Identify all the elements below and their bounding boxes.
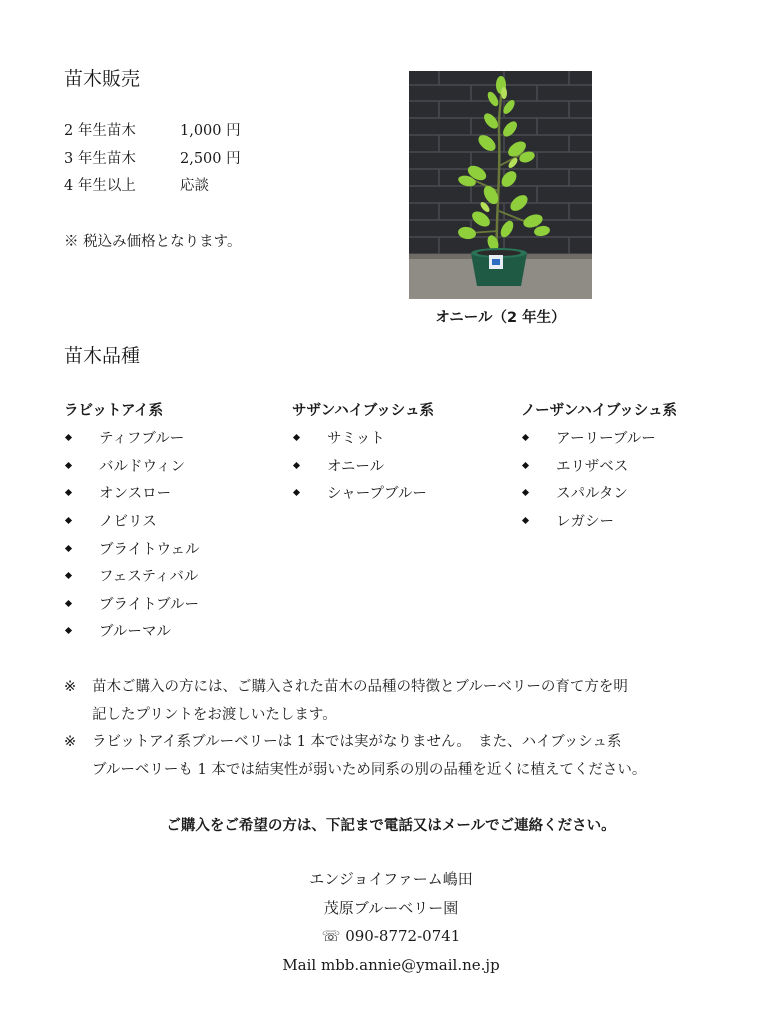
variety-group-title: ノーザンハイブッシュ系 xyxy=(521,403,678,419)
variety-item: エリザベス xyxy=(521,452,741,480)
price-list xyxy=(64,118,241,201)
bullet-diamond-icon xyxy=(522,462,529,469)
bullet-diamond-icon xyxy=(522,517,529,524)
seedling-photo xyxy=(409,71,592,299)
bullet-diamond-icon xyxy=(522,434,529,441)
price-label: 3 年生苗木 xyxy=(64,150,136,167)
bullet-diamond-icon xyxy=(65,627,72,634)
variety-item: サミット xyxy=(292,424,512,452)
note-line: ラビットアイ系ブルーベリーは 1 本では実がなりません。 また、ハイブッシュ系 xyxy=(92,734,622,750)
bullet-diamond-icon xyxy=(65,462,72,469)
bullet-diamond-icon xyxy=(293,489,300,496)
price-row xyxy=(64,173,241,201)
price-value: 1,000 円 xyxy=(180,123,241,139)
variety-item: ノビリス xyxy=(64,507,284,535)
tax-note: ※ 税込み価格となります。 xyxy=(64,234,242,250)
note-line: ブルーベリーも 1 本では結実性が弱いため同系の別の品種を近くに植えてください。 xyxy=(92,761,647,778)
varieties-heading: 苗木品種 xyxy=(64,345,141,367)
variety-item: ブライトブルー xyxy=(64,590,284,618)
variety-item: シャープブルー xyxy=(292,479,512,507)
price-label: 4 年生以上 xyxy=(64,178,136,194)
variety-group-title: ラビットアイ系 xyxy=(64,403,164,419)
variety-group-rabbiteye xyxy=(64,399,284,645)
price-value: 応談 xyxy=(180,178,209,194)
bullet-diamond-icon xyxy=(65,600,72,607)
phone-line[interactable] xyxy=(0,922,782,951)
variety-item: フェスティバル xyxy=(64,562,284,590)
variety-group-southern xyxy=(292,399,512,507)
variety-item: バルドウィン xyxy=(64,452,284,480)
note-line: 苗木ご購入の方には、ご購入された苗木の品種の特徴とブルーベリーの育て方を明 xyxy=(92,679,628,695)
variety-item: オニール xyxy=(292,452,512,480)
variety-item: ブライトウェル xyxy=(64,534,284,562)
note-line: 記したプリントをお渡しいたします。 xyxy=(92,706,337,723)
photo-caption: オニール（2 年生） xyxy=(435,310,566,326)
variety-item: レガシー xyxy=(521,507,741,535)
variety-item: スパルタン xyxy=(521,479,741,507)
bullet-diamond-icon xyxy=(65,489,72,496)
contact-block xyxy=(0,865,782,979)
bullet-diamond-icon xyxy=(65,545,72,552)
note-1 xyxy=(64,674,744,729)
bullet-diamond-icon xyxy=(65,434,72,441)
price-row xyxy=(64,118,241,146)
variety-item: ティフブルー xyxy=(64,424,284,452)
note-2 xyxy=(64,729,754,784)
variety-item: アーリーブルー xyxy=(521,424,741,452)
bullet-diamond-icon xyxy=(65,517,72,524)
sales-heading: 苗木販売 xyxy=(64,68,141,90)
phone-icon: ☏ xyxy=(321,927,341,945)
note-mark: ※ xyxy=(64,679,77,695)
contact-cta: ご購入をご希望の方は、下記まで電話又はメールでご連絡ください。 xyxy=(166,818,616,834)
price-row xyxy=(64,146,241,174)
variety-item: ブルーマル xyxy=(64,617,284,645)
farm-name: エンジョイファーム嶋田 xyxy=(309,870,473,888)
variety-group-title: サザンハイブッシュ系 xyxy=(292,403,434,419)
variety-item: オンスロー xyxy=(64,479,284,507)
bullet-diamond-icon xyxy=(293,462,300,469)
variety-group-northern xyxy=(521,399,741,534)
price-label: 2 年生苗木 xyxy=(64,123,136,139)
bullet-diamond-icon xyxy=(522,489,529,496)
note-mark: ※ xyxy=(64,734,77,750)
price-value: 2,500 円 xyxy=(180,150,241,167)
bullet-diamond-icon xyxy=(293,434,300,441)
garden-name: 茂原ブルーベリー園 xyxy=(323,898,459,917)
bullet-diamond-icon xyxy=(65,572,72,579)
mail-address[interactable]: Mail mbb.annie@ymail.ne.jp xyxy=(282,955,500,974)
phone-number[interactable]: 090-8772-0741 xyxy=(345,927,461,945)
